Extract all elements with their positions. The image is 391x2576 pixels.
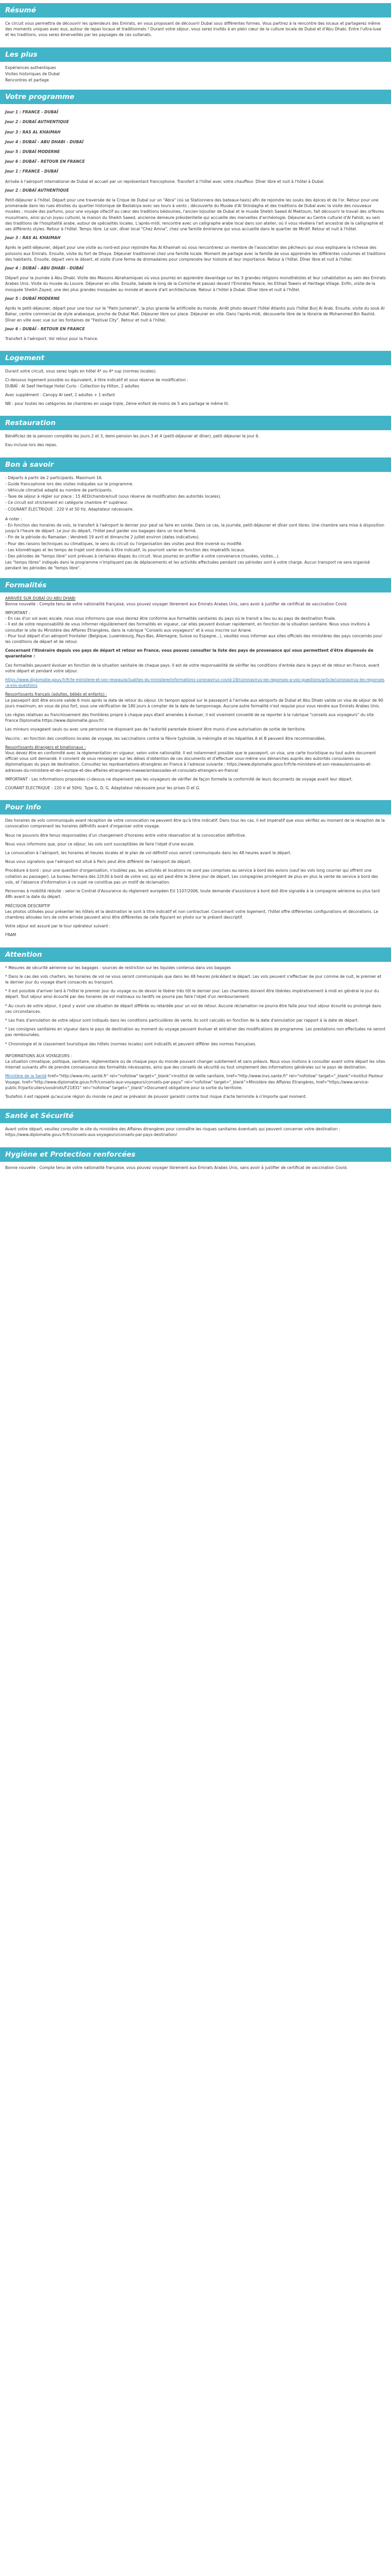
plus-list (0, 64, 391, 86)
bon-a-savoir-note: - Des périodes de "temps libre" sont prévues à certaines étapes du circuit. Vous pourrez en profiter à votre convenance (musées, visites...). (5, 553, 280, 558)
bon-a-savoir-notes-title: A noter : (5, 516, 22, 521)
formalites-text: - En cas d'un vol avec escale, nous vous informons que vous devrez être conforme aux formalités sanitaires du pays où le transit a lieu ou au pays de destination finale. - Il est de votre responsabilité de vous informer régulièrement des formalités en vigueur, car elles peuvent évoluer rapidement, en fonction de la situation sanitaire. Nous vous invitons à consulter le site du Ministère des Affaires Étrangères, dans la rubrique "Conseils aux voyageurs" et à vous inscrire sur Ariane. - Pour tout départ d'un aéroport frontalier (Belgique, Luxembourg, Pays-Bas, Allemagne, Suisse ou Espagne...), veuillez vous informer aux sites officiels des ministères des pays concernés pour les conditions de départ et de retour. (5, 616, 383, 644)
day-2-title: Jour 2 : DUBAÏ AUTHENTIQUE (5, 188, 69, 193)
section-header-programme: Votre programme (0, 90, 391, 104)
bon-a-savoir-item: - Ce circuit est strictement en catégorie chambre 4* supérieur. (5, 500, 128, 505)
logement-text: Avec supplément : Canopy Al seef, 2 adultes + 1 enfant (5, 392, 115, 397)
section-header-formalites: Formalités (0, 578, 391, 592)
formalites-section (0, 595, 391, 796)
attention-text: * Les frais d'annulation de votre séjour sont indiqués dans les conditions particulières de vente. Ils sont calculés en fonction de la date d'annulation par rapport à la date de départ. (5, 1018, 359, 1023)
day-5-title: Jour 5 : DUBAÏ MODERNE (5, 296, 60, 301)
hygiene-section (0, 1164, 391, 1176)
attention-text: * Les consignes sanitaires en vigueur dans le pays de destination au moment du voyage peuvent évoluer et entraîner des modifications de programme. Les prestations non effectuées ne seront pas remboursées. (5, 1027, 386, 1038)
section-header-restauration: Restauration (0, 416, 391, 430)
attention-text: * Mesures de sécurité aérienne sur les bagages : sources de restriction sur les liquides contenus dans vos bagages (5, 965, 231, 970)
day-5-text: Après le petit-déjeuner, départ pour une tour sur le "Palm Jumeirah", la plus grande île artificielle du monde. Arrêt photo devant l'hôtel Atlantis puis l'hôtel Burj Al Arab. Ensuite, visite du souk Al Bahar, centre commercial de style arabesque, proche de Dubaï Mall. Déjeuner libre sur place. Déjeuner en ville. Dans l'après-midi, découverte libre de la librairie de Mohammed Bin Rashid. Dîner en ville avec vue sur les fontaines de "Festival City". Retour et nuit à l'hôtel. (5, 306, 385, 323)
ministere-sante-link[interactable]: Ministère de la Santé (5, 1074, 47, 1079)
restauration-text: Bénéficiez de la pension complète les jours 2 et 3, demi-pension les jours 3 et 4 (petit-déjeuner et dîner), petit déjeuner le jour 6. (5, 434, 260, 439)
attention-links: href="http://www.nhc.santé.fr" rel="nofollow" target="_blank">Institut de veille sanitaire, href="http://www.invs.sante.fr" rel="nofollow" target="_blank">Institut Pasteur Voyage, href="http://www.diplomatie.gouv.fr/fr/conseils-aux-voyageurs/conseils-par-pays/" rel="nofollow" target="_blank">Ministère des Affaires Etrangères, href="https://www.service-public.fr/particuliers/vosdroits/F21831" rel="nofollow" target="_blank">Document obligatoire pour la sortie du territoire. (5, 1074, 383, 1090)
section-header-plus: Les plus (0, 47, 391, 62)
bon-a-savoir-item: - Guide francophone lors des visites indiquées sur le programme. (5, 481, 134, 486)
bon-a-savoir-item: - Taxe de séjour à régler sur place : 15 AED/chambre/nuit (sous réserve de modification des autorités locales). (5, 494, 221, 499)
bon-a-savoir-item: - Départs à partir de 2 participants. Maximum 16. (5, 475, 103, 480)
section-header-bon-a-savoir: Bon à savoir (0, 457, 391, 472)
formalites-subtitle: ARRIVÉE SUR DUBAÏ OU ABU DHABI (5, 596, 76, 601)
section-header-attention: Attention (0, 947, 391, 962)
formalites-important-title: IMPORTANT : (5, 610, 30, 615)
formalites-text: Vous devez être en conformité avec la réglementation en vigueur, selon votre nationalité. Il est notamment possible que le passeport, un visa, une carte touristique ou tout autre document officiel vous soit demandé. Il convient de vous renseigner sur les délais d'obtention de ces documents et d'effectuer vous-même vos démarches auprès des autorités consulaires ou diplomatiques du pays de destination. Consultez les représentations étrangères en France à l'adresse suivante : https://www.diplomatie.gouv.fr/fr/le-ministere-et-son-reseau/annuaires-et-adresses-du-ministere-et-de-l-europe-et-des-affaires-etrangeres-maeae/ambassades-et-consulats-etrangers-en-france/ (5, 751, 376, 773)
logement-text: Ci-dessous logement possible ou équivalent, à titre indicatif et sous réserve de modification : DUBAÏ : Al Seef Heritage Hotel Curio - Collection by Hilton, 2 adultes (5, 378, 189, 388)
bon-a-savoir-note: - Les kilométrages et les temps de trajet sont donnés à titre indicatif, ils pourront varier en fonction des impératifs locaux. (5, 547, 246, 552)
day-4-title: Jour 4 : DUBAÏ - ABU DHABI - DUBAÏ (5, 266, 84, 271)
programme-day-summary: Jour 4 : DUBAÏ - ABU DHABI - DUBAÏ (5, 139, 84, 144)
resume-section (0, 20, 391, 43)
pour-info-text: Nous vous signalons que l'aéroport est situé à Paris peut être différent de l'aéroport de départ. (5, 859, 191, 865)
formalites-subtitle: Ressortissants français (adultes, bébés et enfants) : (5, 692, 107, 697)
pour-info-text: Procédure à bord : pour une question d'organisation, n'oubliez pas, les activités et locations ne sont pas comprises au service à bord des avions (sauf les vols long courrier qui offrent une collation au passager). Le bureau fermera dès 22h30 à bord de votre vol, qui est peut-être le 2ème jour de départ. Les compagnies privilégient de plus en plus la vente de service à bord des vols, et l'absence d'information à ce sujet ne constitue pas un motif de réclamation. (5, 868, 379, 885)
sante-text: Avant votre départ, veuillez consulter le site du ministère des Affaires étrangères pour connaître les risques sanitaires éventuels qui peuvent concerner votre destination : https://www.diplomatie.gouv.fr/fr/conseils-aux-voyageurs/conseils-par-pays-destination/ (5, 1127, 340, 1138)
formalites-text: COURANT ÉLECTRIQUE : 220 V et 50Hz. Type G, D, G. Adaptateur nécessaire pour les prises D et G. (5, 786, 201, 791)
day-4-text: Départ pour la journée à Abu Dhabi. Visite des Maisons Abrahamiques où vous pourrez en apprendre davantage sur les 3 grandes religions monothéistes et leur cohabitation au sein des Emirats Arabes Unis. Visite du musée du Louvre. Déjeuner en ville. Ensuite, balade le long de la Corniche et passez devant l'Emirates Palace, les Etihad Towers et Heritage Village. Enfin, visite de la mosquée Sheikh Zayed, une des plus grandes mosquées au monde et œuvre d'art architecturale. Retour à l'hôtel à Dubaï. Dîner libre et nuit à l'hôtel. (5, 276, 386, 292)
day-2-text: Petit-déjeuner à l'hôtel. Départ pour une traversée de la Crique de Dubaï sur un "Abra" (où se Stationnera des bateaux-taxis) afin de rejoindre les souks des épices et de l'or. Retour pour une promenade dans les rues étroites du quartier historique de Bastakiya avec ses tours à vents ; découverte du Musée d'Al Shindagha et des traditions de Dubaï avec la visite des nouveaux musées ; musée des parfums, pour une voyage olfactif au cœur des traditions bédouines, l'ancien bijoutier de Dubaï et le musée Sheikh Saeed Al Maktoum, fait découvrir le travail des orfèvres musulmans, ainsi qu'un joyau culturel, la maison du Sheikh Saeed, ancienne demeure présidentielle qui accueille des merveilles d'archéologie. Déjeuner au Centre culturel d'Al Fahidi, au sein des traditions de l'hospitalité arabe, autour de spécialités locales. L'après-midi, rencontre avec un calligraphe arabe local dans son atelier, où il vous révèlera l'art ancestral de la calligraphie et ses différents styles. Retour à l'hôtel. Temps libre. Le soir, dîner local "Chez Amna", chez une famille émirienne qui vous accueille dans le quartier de Mirdif. Retour et nuit à l'hôtel. (5, 198, 384, 232)
formalites-covid-title: Concernant l'Itinéraire depuis vos pays de départ et retour en France, vous pouvez consulter la liste des pays de provenance qui vous permettent d'être dispensés de quarantaine : (5, 648, 373, 659)
formalites-text: Ces formalités peuvent évoluer en fonction de la situation sanitaire de chaque pays. Il est de votre responsabilité de vérifier les conditions d'entrée dans le pays et de retour en France, avant votre départ et pendant votre séjour. (5, 663, 380, 673)
attention-text: * Au cours de votre séjour, il peut y avoir une situation de départ différée ou retardée pour un vol de retour. Aucune réclamation ne pourra être faite pour tout séjour écourté ou prolongé dans ces circonstances. (5, 1003, 382, 1014)
programme-day-summary: Jour 5 : DUBAÏ MODERNE (5, 149, 60, 155)
programme-day-summary: Jour 3 : RAS AL KHAIMAH (5, 129, 61, 134)
pour-info-text: Des horaires de vols communiqués avant réception de votre convocation ne peuvent être qu'à titre indicatif. Dans tous les cas, il est impératif que vous vérifiez au moment de la réception de la convocation comprenant les horaires définitifs avant d'organiser votre voyage. (5, 818, 385, 829)
pour-info-section (0, 817, 391, 943)
bon-a-savoir-note: - Pour des raisons techniques ou climatiques, le sens du circuit ou l'organisation des visites peut être inversé ou modifié. (5, 541, 243, 546)
restauration-text: Eau incluse lors des repas. (5, 443, 58, 448)
plus-item: Expériences authentiques (5, 65, 56, 70)
programme-day-summary: Jour 1 : FRANCE - DUBAÏ (5, 110, 58, 115)
formalites-text: Vaccins : en fonction des conditions locales de voyage, les vaccinations contre la fièvre typhoïde, la méningite et les hépatites A et B peuvent être recommandées. (5, 736, 326, 741)
sante-section (0, 1125, 391, 1143)
attention-text: * Il est possible d'arriver tard à l'hôtel le premier jour du voyage ou de devoir le libérer très tôt le dernier jour. Les chambres doivent être libérées impérativement à midi en général le jour du départ. Tout séjour ainsi écourté par des horaires de vol matinaux ou tardifs ne pourra pas faire l'objet d'un remboursement. (5, 989, 379, 999)
logement-section (0, 367, 391, 412)
attention-text: Toutefois il est rappelé qu'aucune région du monde ne peut se prévaloir de pouvoir garantir contre tout risque d'acte terroriste à n'importe quel moment. (5, 1094, 307, 1099)
plus-item: Rencontres et partage (5, 78, 49, 83)
day-6-text: Transfert à l'aéroport. Vol retour pour la France. (5, 336, 99, 341)
section-header-hygiene: Hygiène et Protection renforcées (0, 1147, 391, 1162)
hygiene-text: Bonne nouvelle : Compte tenu de votre nationalité française, vous pouvez voyager librement aux Emirats Arabes Unis, sans avoir à justifier de certificat de vaccination Covid. (5, 1165, 348, 1170)
logement-text: NB : pour toutes les catégories de chambres en usage triple, 2ème enfant de moins de 5 ans partage le même lit. (5, 401, 230, 406)
resume-text: Ce circuit vous permettra de découvrir les splendeurs des Emirats, en vous proposant de découvrir Dubaï sous différentes formes. Vous partirez à la rencontre des locaux et partagerez même des moments uniques avec eux, autour de repas locaux et traditionnels ! Durant votre séjour, vous serez invités à en plein cœur de la culture locale de Dubaï et d'Abu Dhabi. Entre l'ultra-luxe et les traditions, vous serez émerveillés par les paysages de ces sultanats. (5, 21, 381, 38)
bon-a-savoir-note: - Fin de la période du Ramadan : Vendredi 19 avril et dimanche 2 juillet environ (dates indicatives). (5, 535, 200, 540)
formalites-text: Bonne nouvelle : Compte tenu de votre nationalité française, vous pouvez voyager librement aux Emirats Arabes Unis, sans avoir à justifier de certificat de vaccination Covid. (5, 601, 348, 606)
formalites-link[interactable]: https://www.diplomatie.gouv.fr/fr/le-ministere-et-son-reseau/actualites-du-ministere/informations-coronavirus-covid-19/coronavirus-les-reponses-a-vos-questions/article/coronavirus-les-reponses-a-vos-questions (5, 677, 385, 688)
day-3-title: Jour 3 : RAS AL KHAIMAH (5, 235, 61, 241)
bon-a-savoir-note: Les "temps libres" indiqués dans le programme n'impliquent pas de déplacements et les activités effectuées pendant ces périodes sont à votre charge. Aucun transport ne sera organisé pendant les périodes de "temps libre". (5, 560, 370, 571)
pour-info-text: Nous vous informons que, pour ce séjour, les vols sont susceptibles de faire l'objet d'une escale. (5, 841, 195, 846)
programme-day-summary: Jour 2 : DUBAÏ AUTHENTIQUE (5, 120, 69, 125)
bon-a-savoir-item: - Véhicule climatisé adapté au nombre de participants. (5, 487, 113, 493)
attention-text: * Chronologie et le classement touristique des hôtels (normes locales) sont indicatifs et peuvent différer des normes françaises. (5, 1041, 256, 1046)
pour-info-operator: FRAM (5, 933, 17, 938)
pour-info-text: La convocation à l'aéroport, les horaires et heures locales et le plan de vol définitif vous seront communiqués dans les 48 heures avant le départ. (5, 851, 291, 856)
formalites-text: IMPORTANT : Les informations proposées ci-dessus ne dispensent pas les voyageurs de vérifier de façon formelle la conformité de leurs documents de voyage avant leur départ. (5, 776, 353, 782)
day-3-text: Après le petit-déjeuner, départ pour une visite au nord-est pour rejoindre Ras Al Khaimah où vous rencontrerez un membre de l'association des pêcheurs qui vous expliquera la richesse des poissons aux Emirats. Ensuite, visite du fort de Dhaya. Déjeuner traditionnel chez une famille locale. Moment de partage avec la famille de vous apprendre les différentes coutumes et traditions des habitants. Ensuite, départ vers le désert, et visite d'une ferme de dromadaires pour comprendre leur histoire et leur importance. Retour à l'hôtel. Dîner libre et nuit à l'hôtel. (5, 245, 386, 262)
section-header-logement: Logement (0, 351, 391, 365)
formalites-text: Les règles relatives au franchissement des frontières propre à chaque pays étant amenées à évoluer, il est vivement conseillé de se reporter à la rubrique "conseils aux voyageurs" du site France Diplomatie.https://www.diplomatie.gouv.fr/. (5, 713, 374, 723)
attention-text: La situation climatique, politique, sanitaire, réglementaire ou de chaque pays du monde pouvant changer subitement et sans préavis. Nous vous invitons à consulter avant votre départ les sites Internet suivants afin de prendre connaissance des formalités nécessaires, ainsi que des conseils de sécurité ou tout simplement des informations générales sur le pays de destination. (5, 1059, 385, 1070)
bon-a-savoir-note: - En fonction des horaires de vols, le transfert à l'aéroport le dernier jour peut se faire en soirée. Dans ce cas, la journée, petit-déjeuner et dîner sont libres. Une chambre sera mise à disposition jusqu'à l'heure de départ. Le jour du départ, l'hôtel peut garder vos bagages dans un local fermé. (5, 522, 384, 534)
bon-a-savoir-section (0, 474, 391, 574)
formalites-text: Les mineurs voyageant seuls ou avec une personne ne disposant pas de l'autorité parentale doivent être munis d'une autorisation de sortie de territoire. (5, 727, 306, 732)
section-header-sante: Santé et Sécurité (0, 1109, 391, 1123)
bon-a-savoir-item: - COURANT ÉLECTRIQUE : 220 V et 50 Hz. Adaptateur nécessaire. (5, 506, 134, 512)
section-header-resume: Résumé (0, 3, 391, 18)
formalites-text: Le passeport doit être encore valide 6 mois après la date de retour du séjour. Un tampon apposé sur le passeport à l'arrivée aux aéroports de Dubaï et Abu Dhabi valide un visa de séjour de 90 jours maximum, en vous de plus fort, sous une vérification de 180 jours à compter de la date de tamponnage. Aucune autre formalité n'est requise pour vous rendre aux Emirats Arabes Unis. (5, 698, 383, 708)
attention-section (0, 964, 391, 1105)
logement-text: Durant votre circuit, vous serez logés en hôtel 4* ou 4* sup (normes locales). (5, 369, 157, 374)
pour-info-text: Nous ne pouvons être tenus responsables d'un changement d'horaires entre votre réservation et la convocation définitive. (5, 833, 247, 838)
pour-info-text: Votre séjour est assuré par le tour opérateur suivant : (5, 924, 111, 929)
day-6-title: Jour 6 : DUBAÏ - RETOUR EN FRANCE (5, 326, 85, 331)
programme-section (0, 106, 391, 347)
attention-info-title: INFORMATIONS AUX VOYAGEURS : (5, 1053, 72, 1058)
day-1-title: Jour 1 : FRANCE - DUBAÏ (5, 169, 58, 174)
programme-day-summary: Jour 6 : DUBAÏ - RETOUR EN FRANCE (5, 159, 85, 164)
day-1-text: Arrivée à l'aéroport international de Dubaï et accueil par un représentant francophone. Transfert à l'hôtel avec votre chauffeur. Dîner libre et nuit à l'hôtel à Dubaï. (5, 179, 325, 184)
pour-info-subtitle: PRÉCISION DESCRIPTIF (5, 903, 51, 908)
pour-info-text: Les photos utilisées pour présenter les hôtels et la destination le sont à titre indicatif et non contractuel. Concernant votre logement, l'hôtel offre différentes configurations et décorations. Le chambres allouées lors de votre arrivée peuvent ainsi être différentes de celle figurant en photo sur le présent descriptif. (5, 909, 379, 920)
formalites-subtitle: Ressortissants étrangers et binationaux : (5, 744, 86, 750)
attention-text: * Dans le cas des vols charters, les horaires de vol ne vous seront communiqués que dans les 48 heures précédant le départ. Les vols peuvent s'effectuer de jour comme de nuit, le premier et le dernier jour du voyage étant consacrés au transport. (5, 974, 382, 985)
plus-item: Visites historiques de Dubaï (5, 71, 60, 76)
pour-info-text: Personnes à mobilité réduite : selon le Contrat d'Assurance du règlement européen EU 1107/2006, toute demande d'assistance à bord doit être signalée à la compagnie aérienne au plus tard 48h avant la date du départ. (5, 889, 380, 900)
restauration-section (0, 432, 391, 453)
section-header-pour-info: Pour info (0, 800, 391, 815)
